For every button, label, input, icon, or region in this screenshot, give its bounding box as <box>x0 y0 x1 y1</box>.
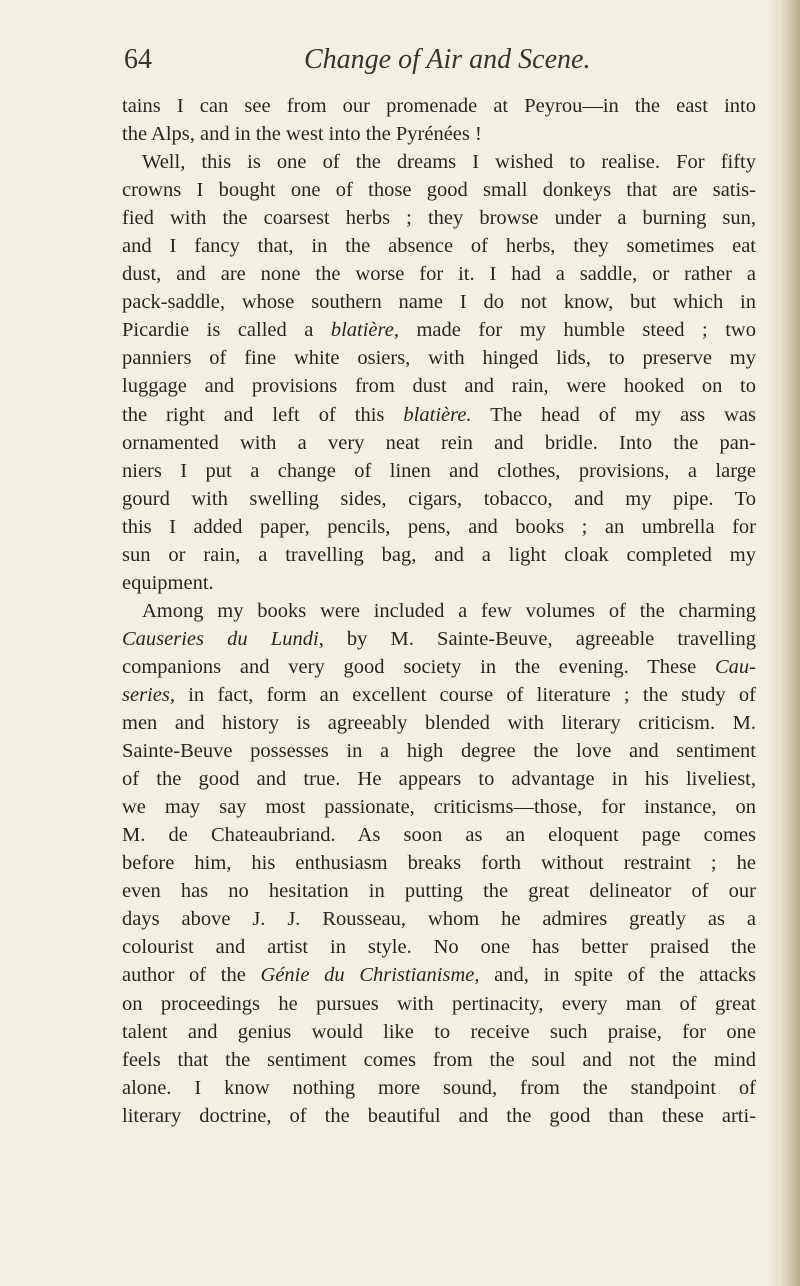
text-line: alone. I know nothing more sound, from the standpoint of <box>122 1076 756 1099</box>
text-line: sun or rain, a travelling bag, and a light cloak completed my <box>122 543 756 566</box>
text-line: the Alps, and in the west into the Pyrénées ! <box>122 123 482 146</box>
text-line: author of the Génie du Christianisme, and, in spite of the attacks <box>122 964 756 987</box>
text-line: series, in fact, form an excellent course of literature ; the study of <box>122 683 756 706</box>
text-line: Among my books were included a few volumes of the charming <box>142 599 756 622</box>
text-line: panniers of fine white osiers, with hinged lids, to preserve my <box>122 347 756 370</box>
text-line: tains I can see from our promenade at Peyrou—in the east into <box>122 95 756 117</box>
text-line: gourd with swelling sides, cigars, tobacco, and my pipe. To <box>122 487 756 510</box>
text-line: colourist and artist in style. No one has better praised the <box>122 936 756 959</box>
page-edge <box>778 0 800 1286</box>
text-line: luggage and provisions from dust and rain, were hooked on to <box>122 375 756 398</box>
text-line: M. de Chateaubriand. As soon as an eloquent page comes <box>122 824 756 847</box>
text-line: we may say most passionate, criticisms—those, for instance, on <box>122 796 756 819</box>
running-title: Change of Air and Scene. <box>304 44 591 75</box>
text-line: Sainte-Beuve possesses in a high degree the love and sentiment <box>122 740 756 763</box>
text-line: companions and very good society in the evening. These Cau- <box>122 655 756 678</box>
text-line: even has no hesitation in putting the great delineator of our <box>122 880 756 903</box>
text-line: of the good and true. He appears to advantage in his liveliest, <box>122 768 756 791</box>
body-text <box>122 92 756 1130</box>
text-line: ornamented with a very neat rein and bridle. Into the pan- <box>122 431 756 454</box>
text-line: on proceedings he pursues with pertinacity, every man of great <box>122 992 756 1015</box>
text-line: feels that the sentiment comes from the soul and not the mind <box>122 1048 756 1071</box>
text-line: crowns I bought one of those good small donkeys that are satis- <box>122 179 756 202</box>
text-line: fied with the coarsest herbs ; they browse under a burning sun, <box>122 207 756 230</box>
text-line: Causeries du Lundi, by M. Sainte-Beuve, agreeable travelling <box>122 627 756 650</box>
text-line: men and history is agreeably blended with literary criticism. M. <box>122 712 756 735</box>
text-line: and I fancy that, in the absence of herbs, they sometimes eat <box>122 235 756 258</box>
page-gutter-shadow <box>768 0 778 1286</box>
page-number: 64 <box>124 44 152 75</box>
text-line: equipment. <box>122 571 214 594</box>
page-header <box>124 40 764 80</box>
text-line: pack-saddle, whose southern name I do not know, but which in <box>122 291 756 314</box>
text-line: dust, and are none the worse for it. I had a saddle, or rather a <box>122 263 756 286</box>
text-line: literary doctrine, of the beautiful and the good than these arti- <box>122 1104 756 1127</box>
text-line: the right and left of this blatière. The head of my ass was <box>122 403 756 426</box>
text-line: this I added paper, pencils, pens, and books ; an umbrella for <box>122 515 756 538</box>
text-line: Well, this is one of the dreams I wished to realise. For fifty <box>142 151 756 174</box>
text-line: niers I put a change of linen and clothes, provisions, a large <box>122 459 756 482</box>
text-line: talent and genius would like to receive such praise, for one <box>122 1020 756 1043</box>
text-line: days above J. J. Rousseau, whom he admires greatly as a <box>122 908 756 931</box>
text-line: before him, his enthusiasm breaks forth without restraint ; he <box>122 852 756 875</box>
text-line: Picardie is called a blatière, made for my humble steed ; two <box>122 319 756 342</box>
